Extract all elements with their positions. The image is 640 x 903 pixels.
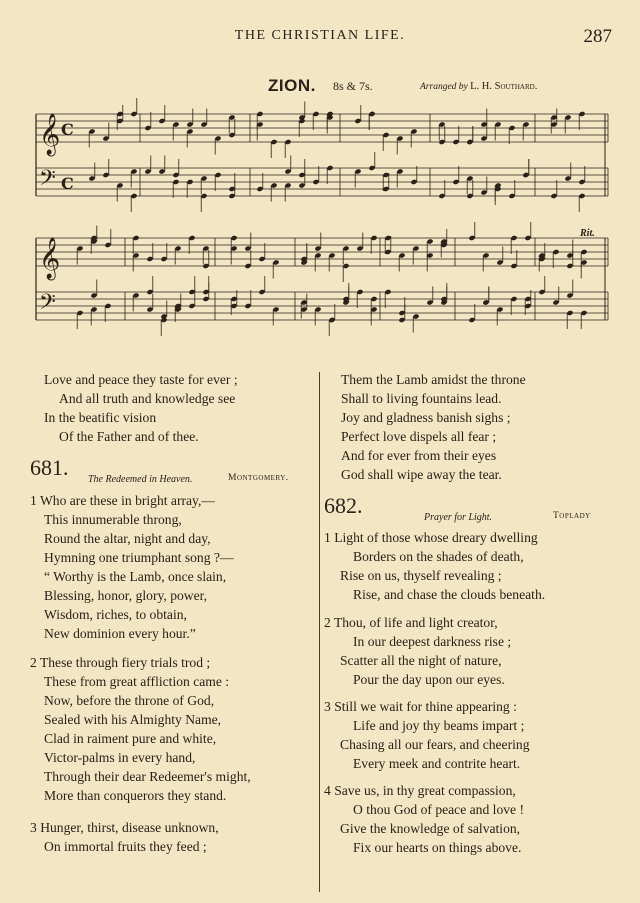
tune-name: ZION. bbox=[268, 76, 316, 95]
verse-line: “ Worthy is the Lamb, once slain, bbox=[44, 569, 227, 584]
verse-line: Rise, and chase the clouds beneath. bbox=[353, 587, 546, 602]
verse-line: 4 Save us, in thy great compassion, bbox=[324, 783, 516, 798]
svg-text:𝄢: 𝄢 bbox=[39, 290, 56, 320]
hymn-author: Montgomery. bbox=[228, 473, 289, 483]
hymn-number: 682. bbox=[324, 493, 363, 518]
hymn-author: Toplady bbox=[553, 511, 591, 521]
svg-text:C: C bbox=[61, 120, 74, 139]
svg-text:𝄞: 𝄞 bbox=[39, 238, 61, 279]
verse-line: Victor-palms in every hand, bbox=[44, 750, 196, 765]
hymn-subject: The Redeemed in Heaven. bbox=[88, 474, 193, 485]
verse-line: Give the knowledge of salvation, bbox=[340, 821, 521, 836]
verse-line: 3 Hunger, thirst, disease unknown, bbox=[30, 820, 219, 835]
verse-line: Shall to living fountains lead. bbox=[341, 391, 502, 406]
verse-line: Perfect love dispels all fear ; bbox=[341, 429, 497, 444]
verse-line: Every meek and contrite heart. bbox=[353, 756, 521, 771]
verse-line: In our deepest darkness rise ; bbox=[353, 634, 512, 649]
svg-text:𝄞: 𝄞 bbox=[39, 114, 61, 155]
arranger-prefix: Arranged by bbox=[420, 82, 468, 92]
verse-line: Clad in raiment pure and white, bbox=[44, 731, 217, 746]
hymn-682-heading bbox=[324, 493, 624, 523]
verse-line: Round the altar, night and day, bbox=[44, 531, 211, 546]
verse-line: 1 Who are these in bright array,— bbox=[30, 493, 215, 508]
hymn-681-heading bbox=[30, 455, 316, 485]
verse-line: 2 These through fiery trials trod ; bbox=[30, 655, 211, 670]
verse-line: Fix our hearts on things above. bbox=[353, 840, 522, 855]
verse-line: Love and peace they taste for ever ; bbox=[44, 372, 238, 387]
verse-line: God shall wipe away the tear. bbox=[341, 467, 502, 482]
verse-line: And all truth and knowledge see bbox=[59, 391, 236, 406]
verse-line: Rise on us, thyself revealing ; bbox=[340, 568, 502, 583]
verse-line: Life and joy thy beams impart ; bbox=[353, 718, 525, 733]
verse-line: More than conquerors they stand. bbox=[44, 788, 227, 803]
running-title: THE CHRISTIAN LIFE. bbox=[234, 28, 406, 43]
arranger-name: L. H. Southard. bbox=[470, 81, 538, 92]
verse-line: On immortal fruits they feed ; bbox=[44, 839, 207, 854]
verse-line: These from great affliction came : bbox=[44, 674, 230, 689]
verse-line: O thou God of peace and love ! bbox=[353, 802, 524, 817]
svg-text:𝄢: 𝄢 bbox=[39, 166, 56, 196]
verse-line: Scatter all the night of nature, bbox=[340, 653, 502, 668]
music-score bbox=[30, 98, 615, 358]
verse-line: Pour the day upon our eyes. bbox=[353, 672, 505, 687]
verse-line: Borders on the shades of death, bbox=[353, 549, 524, 564]
svg-text:C: C bbox=[61, 174, 74, 193]
verse-line: This innumerable throng, bbox=[44, 512, 182, 527]
verse-line: Now, before the throne of God, bbox=[44, 693, 215, 708]
verse-line: Blessing, honor, glory, power, bbox=[44, 588, 208, 603]
tune-meter: 8s & 7s. bbox=[333, 79, 373, 93]
column-divider bbox=[319, 372, 320, 892]
verse-line: 3 Still we wait for thine appearing : bbox=[324, 699, 517, 714]
verse-line: Joy and gladness banish sighs ; bbox=[341, 410, 511, 425]
verse-line: 1 Light of those whose dreary dwelling bbox=[324, 530, 538, 545]
ritard-marking: Rit. bbox=[580, 228, 595, 239]
verse-line: Chasing all our fears, and cheering bbox=[340, 737, 530, 752]
page-number: 287 bbox=[583, 26, 612, 47]
running-head bbox=[0, 26, 640, 48]
verse-line: Wisdom, riches, to obtain, bbox=[44, 607, 187, 622]
verse-line: And for ever from their eyes bbox=[341, 448, 497, 463]
verse-line: Of the Father and of thee. bbox=[59, 429, 199, 444]
verse-line: Them the Lamb amidst the throne bbox=[341, 372, 526, 387]
verse-line: In the beatific vision bbox=[44, 410, 157, 425]
verse-line: Hymning one triumphant song ?— bbox=[44, 550, 234, 565]
verse-line: New dominion every hour.” bbox=[44, 626, 196, 641]
verse-line: Sealed with his Almighty Name, bbox=[44, 712, 222, 727]
verse-line: Through their dear Redeemer's might, bbox=[44, 769, 251, 784]
hymn-number: 681. bbox=[30, 455, 69, 480]
hymn-subject: Prayer for Light. bbox=[424, 512, 493, 523]
verse-line: 2 Thou, of life and light creator, bbox=[324, 615, 498, 630]
tune-arranger bbox=[420, 81, 537, 92]
tune-heading bbox=[0, 76, 640, 96]
